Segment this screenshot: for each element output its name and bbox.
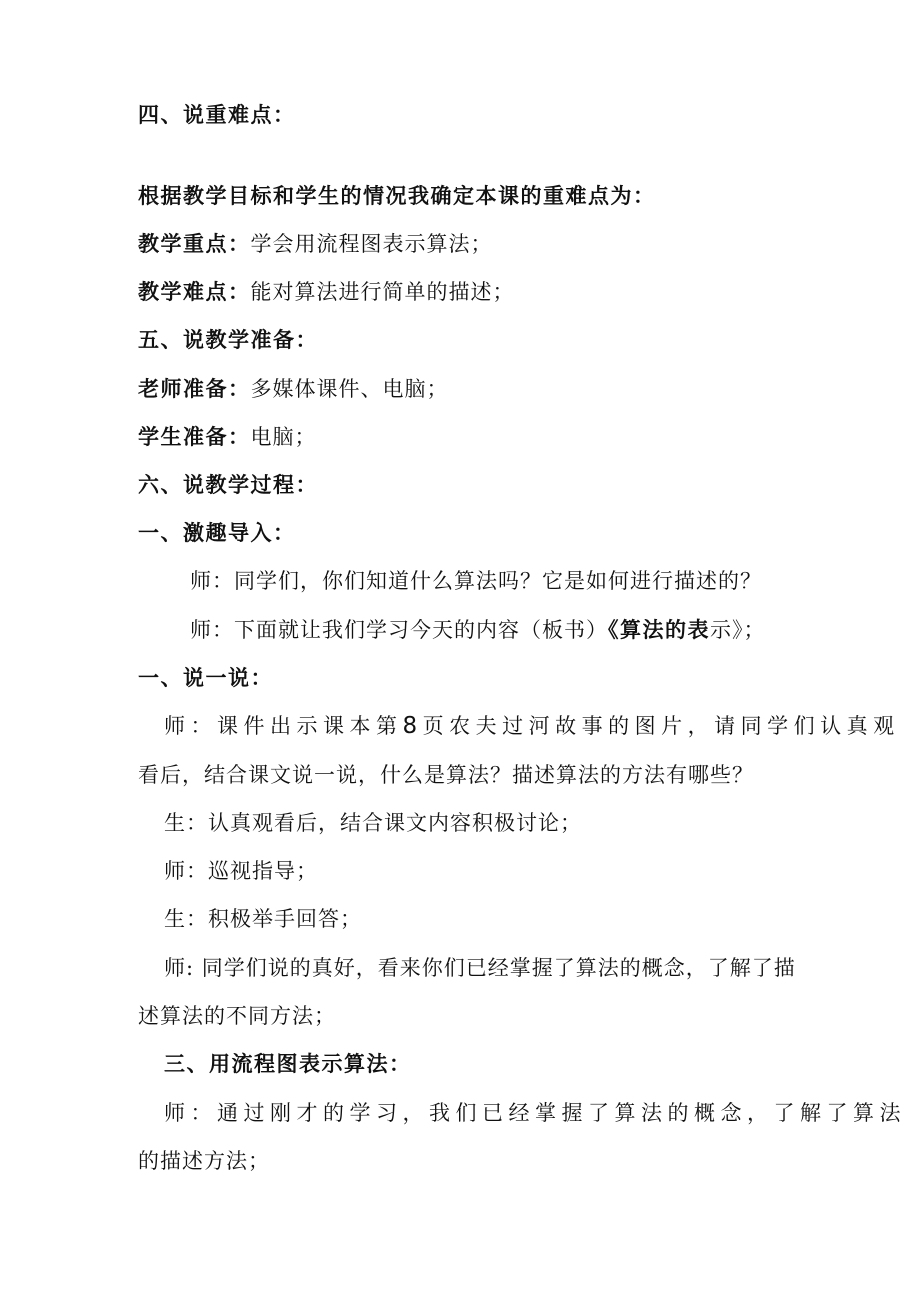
key-points-intro: 根据教学目标和学生的情况我确定本课的重难点为：	[138, 184, 656, 208]
section6-heading: 六、说教学过程：	[138, 473, 318, 497]
part1-line2	[190, 615, 766, 645]
difficulty-text: 能对算法进行简单的描述；	[250, 280, 515, 304]
part2-line2: 看后，结合课文说一说，什么是算法？描述算法的方法有哪些？	[138, 763, 754, 787]
part2-line1-post: 页农夫过河故事的图片，请同学们认真观	[422, 714, 900, 738]
part3-line2: 的描述方法；	[138, 1149, 270, 1173]
teacher-prep-label: 老师准备：	[138, 377, 251, 401]
part1-line2-text: 师：下面就让我们学习今天的内容（板书）	[190, 618, 608, 642]
book-title-end: 示》；	[710, 618, 766, 642]
book-title-bold: 《算法的表	[608, 618, 710, 642]
focus-paragraph	[138, 229, 493, 259]
part3-heading: 三、用流程图表示算法：	[164, 1052, 412, 1076]
part3-line1: 师：通过刚才的学习，我们已经掌握了算法的概念，了解了算法	[164, 1101, 906, 1125]
part2-line1	[164, 711, 900, 741]
teacher-prep-text: 多媒体课件、电脑；	[250, 377, 449, 401]
focus-text: 学会用流程图表示算法；	[250, 232, 493, 256]
part2-line7: 述算法的不同方法；	[138, 1004, 336, 1028]
part2-line3: 生：认真观看后，结合课文内容积极讨论；	[164, 811, 582, 835]
focus-label: 教学重点：	[138, 232, 251, 256]
section5-heading: 五、说教学准备：	[138, 328, 318, 352]
student-prep-text: 电脑；	[250, 425, 317, 449]
teacher-prep-paragraph	[138, 374, 449, 404]
part2-line5: 生：积极举手回答；	[164, 907, 362, 931]
part2-line4: 师：巡视指导；	[164, 859, 318, 883]
part1-line1: 师：同学们，你们知道什么算法吗？它是如何进行描述的？	[190, 569, 762, 593]
section4-heading: 四、说重难点：	[138, 103, 296, 127]
part2-line6: 师: 同学们说的真好，看来你们已经掌握了算法的概念，了解了描	[164, 956, 796, 980]
page-number: 8	[402, 713, 423, 739]
part2-heading: 一、说一说：	[138, 666, 273, 690]
student-prep-paragraph	[138, 422, 317, 452]
difficulty-paragraph	[138, 277, 515, 307]
difficulty-label: 教学难点：	[138, 280, 251, 304]
part1-heading: 一、激趣导入：	[138, 521, 296, 545]
part2-line1-pre: 师：课件出示课本第	[164, 714, 403, 738]
student-prep-label: 学生准备：	[138, 425, 251, 449]
